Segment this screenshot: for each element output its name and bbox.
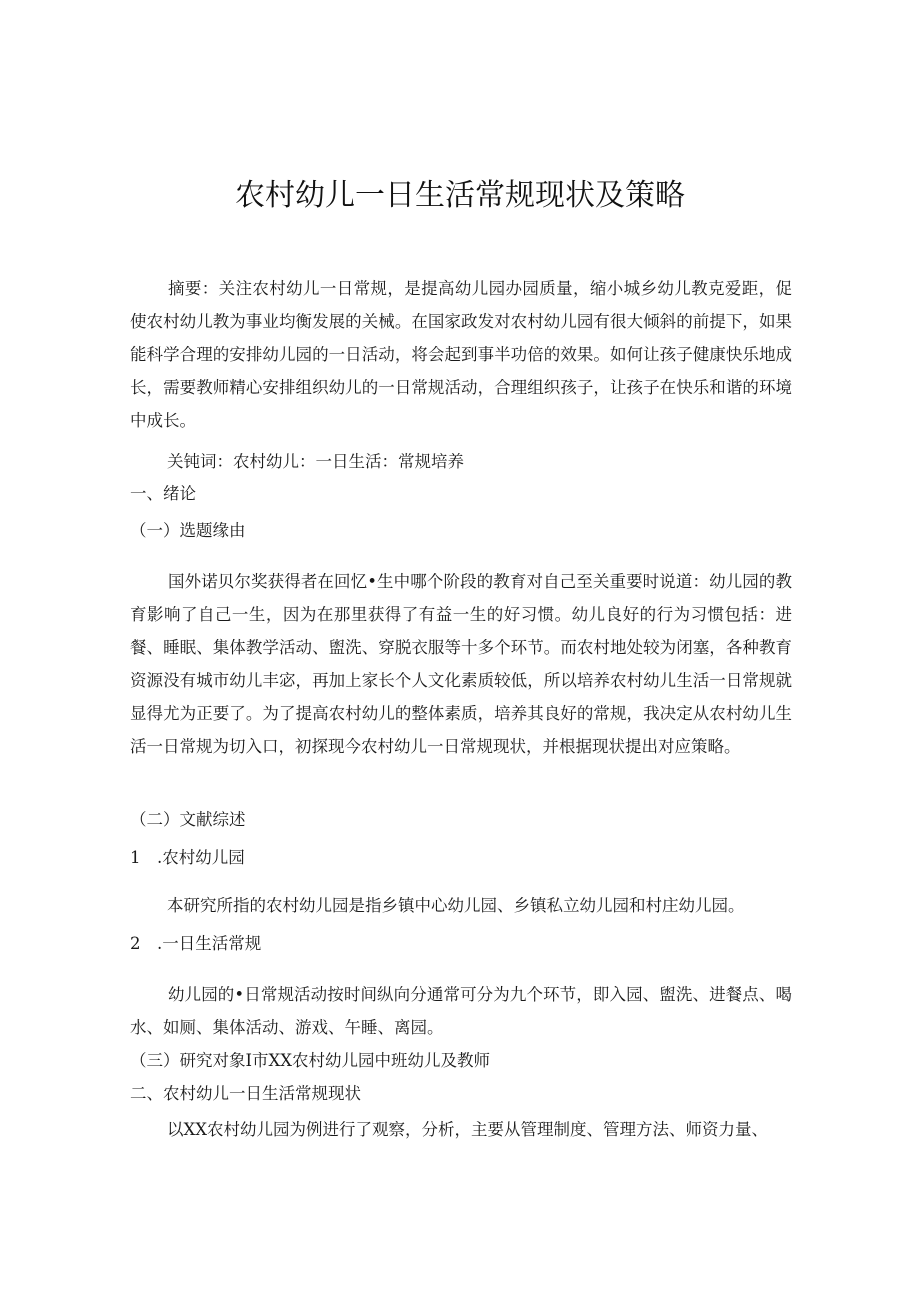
daily-routine-paragraph: 幼儿园的•日常规活动按时间纵向分通常可分为九个环节，即入园、盥洗、进餐点、喝水、如厕、集体活动、游戏、午睡、离园。	[130, 985, 792, 1037]
document-title: 农村幼儿一日生活常规现状及策略	[235, 178, 685, 213]
subsection-heading-literature-review: （二）文献综述	[130, 810, 246, 829]
topic-origin-paragraph: 国外诺贝尔奖获得者在回忆•生中哪个阶段的教育对自己至关重要时说道：幼儿园的教育影响了自己一生，因为在那里获得了有益一生的好习惯。幼儿良好的行为习惯包括：进餐、睡眠、集体教学活动、盥洗、穿脱衣服等十多个环节。而农村地处较为闭塞，各种教育资源没有城市幼儿丰宓，再加上家长个人文化素质较低，所以培养农村幼儿生活一日常规就显得尤为正要了。为了提高农村幼儿的整体素质，培养其良好的常规，我决定从农村幼儿生活一日常规为切入口，初探现今农村幼儿一日常规现状，并根据现状提出对应策略。	[130, 572, 792, 756]
subsection-heading-research-subject: （三）研究对象I市XX农村幼儿园中班幼儿及教师	[130, 1051, 491, 1070]
item-heading-daily-routine: 2 .一日生活常规	[130, 934, 262, 953]
section-heading-current-status: 二、农村幼儿一日生活常规现状	[130, 1084, 361, 1103]
current-status-paragraph: 以XX农村幼儿园为例进行了观察，分析，主要从管理制度、管理方法、师资力量、	[167, 1120, 768, 1139]
item-heading-rural-kindergarten: 1 .农村幼儿园	[130, 848, 245, 867]
abstract-paragraph: 摘要：关注农村幼儿一日常规，是提高幼儿园办园质量，缩小城乡幼儿教克爱距，促使农村幼儿教为事业均衡发展的关械。在国家政发对农村幼儿园有很大倾斜的前提下，如果能科学合理的安排幼儿园的一日活动，将会起到事半功倍的效果。如何让孩子健康快乐地成长，需要教师精心安排组织幼儿的一日常规活动，合理组织孩子，让孩子在快乐和谐的环境中成长。	[130, 279, 792, 430]
rural-kindergarten-paragraph: 本研究所指的农村幼儿园是指乡镇中心幼儿园、乡镇私立幼儿园和村庄幼儿园。	[167, 896, 745, 915]
subsection-heading-topic-origin: （一）选题缘由	[130, 521, 246, 540]
keywords-line: 关钝词：农村幼儿：一日生活：常规培养	[167, 452, 464, 471]
section-heading-introduction: 一、绪论	[130, 484, 196, 503]
